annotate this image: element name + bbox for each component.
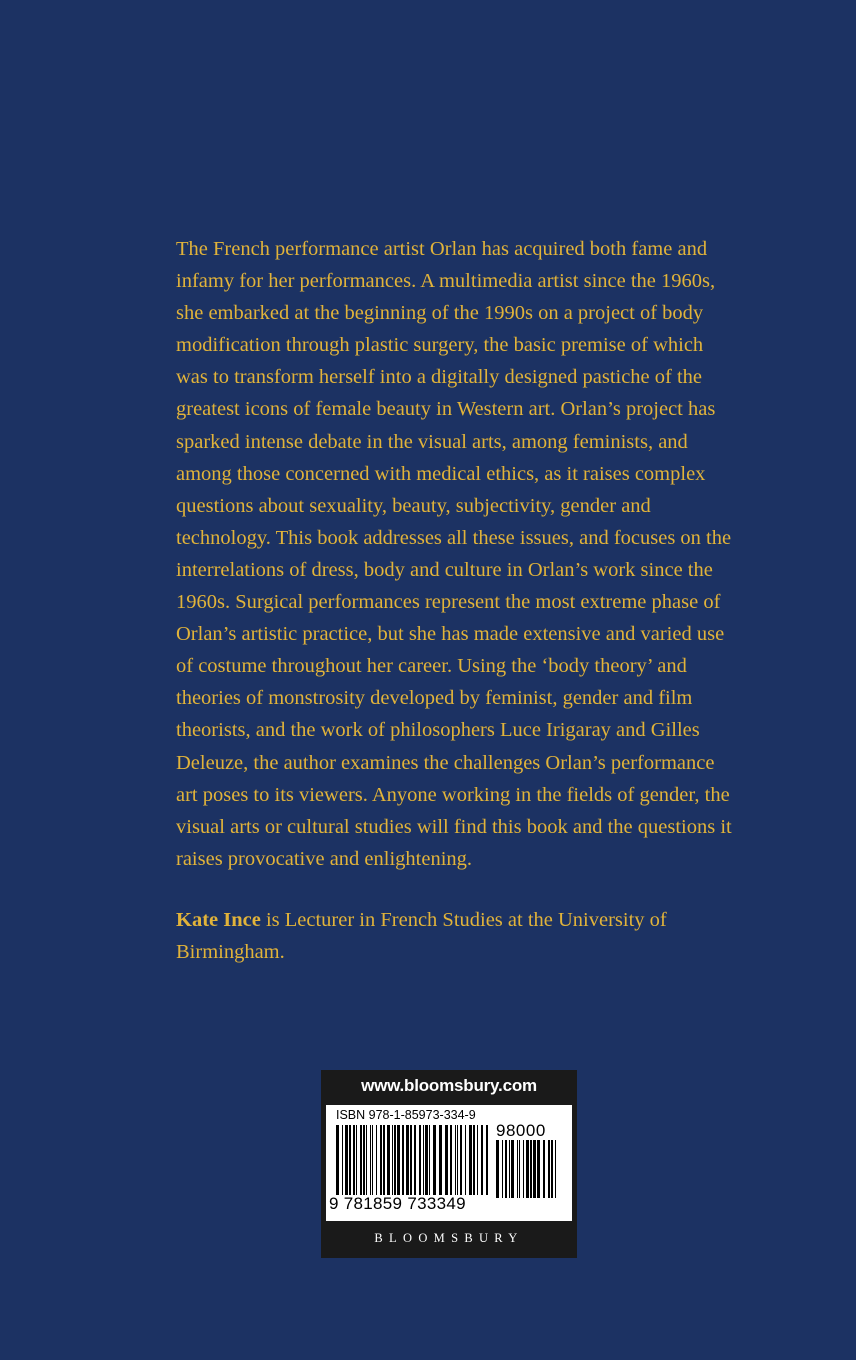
barcode-bar xyxy=(473,1125,475,1195)
ean-digits: 9 781859 733349 xyxy=(329,1194,466,1213)
barcode-bar xyxy=(543,1140,545,1198)
barcode-bar xyxy=(342,1125,343,1195)
price-addon-barcode xyxy=(496,1140,558,1198)
barcode-bar xyxy=(548,1140,550,1198)
barcode-bar xyxy=(376,1125,377,1195)
barcode-bar xyxy=(394,1125,396,1195)
barcode-bar xyxy=(496,1140,499,1198)
barcode-bar xyxy=(486,1125,488,1195)
barcode-bar xyxy=(465,1125,466,1195)
barcode-bar xyxy=(519,1140,520,1198)
isbn-barcode xyxy=(336,1125,488,1195)
barcode-bar xyxy=(511,1140,514,1198)
barcode-bar xyxy=(509,1140,510,1198)
barcode-bar xyxy=(429,1125,430,1195)
barcode-bar xyxy=(372,1125,373,1195)
barcode-bar xyxy=(380,1125,382,1195)
author-name: Kate Ince xyxy=(176,909,261,931)
barcode-bar xyxy=(455,1125,456,1195)
barcode-bar xyxy=(387,1125,390,1195)
barcode-bar xyxy=(397,1125,400,1195)
barcode-bar xyxy=(406,1125,409,1195)
barcode-bar xyxy=(555,1140,556,1198)
barcode-bar xyxy=(349,1125,351,1195)
publisher-name: BLOOMSBURY xyxy=(374,1231,524,1245)
author-bio xyxy=(176,904,736,968)
barcode-bar xyxy=(433,1125,436,1195)
barcode-bar xyxy=(370,1125,371,1195)
barcode-bar xyxy=(523,1140,524,1198)
barcode-bar xyxy=(414,1125,416,1195)
barcode-bar xyxy=(533,1140,536,1198)
barcode-bar xyxy=(551,1140,553,1198)
barcode-bar xyxy=(517,1140,518,1198)
barcode-bar xyxy=(410,1125,412,1195)
barcode-bar xyxy=(425,1125,428,1195)
isbn-label: ISBN 978-1-85973-334-9 xyxy=(336,1108,476,1122)
barcode-bar xyxy=(356,1125,357,1195)
price-addon-digits: 98000 xyxy=(496,1121,546,1140)
barcode-panel xyxy=(326,1105,572,1221)
barcode-bar xyxy=(481,1125,483,1195)
barcode-bar xyxy=(502,1140,503,1198)
barcode-box xyxy=(321,1070,577,1258)
barcode-bar xyxy=(477,1125,478,1195)
barcode-bar xyxy=(526,1140,529,1198)
barcode-bar xyxy=(439,1125,442,1195)
barcode-bar xyxy=(423,1125,424,1195)
barcode-bar xyxy=(537,1140,540,1198)
barcode-bar xyxy=(363,1125,365,1195)
barcode-bar xyxy=(366,1125,367,1195)
publisher-url: www.bloomsbury.com xyxy=(361,1076,537,1095)
barcode-bar xyxy=(460,1125,462,1195)
barcode-bar xyxy=(383,1125,385,1195)
barcode-bar xyxy=(360,1125,362,1195)
barcode-bar xyxy=(457,1125,458,1195)
barcode-bar xyxy=(336,1125,339,1195)
barcode-bar xyxy=(392,1125,393,1195)
barcode-bar xyxy=(445,1125,448,1195)
barcode-bar xyxy=(530,1140,532,1198)
barcode-bar xyxy=(450,1125,452,1195)
barcode-bar xyxy=(345,1125,348,1195)
barcode-bar xyxy=(353,1125,355,1195)
author-bio-text: is Lecturer in French Studies at the University of Birmingham. xyxy=(176,909,667,964)
barcode-bar xyxy=(469,1125,472,1195)
barcode-bar xyxy=(505,1140,507,1198)
barcode-bar xyxy=(419,1125,421,1195)
book-blurb: The French performance artist Orlan has acquired both fame and infamy for her performances. A multimedia artist since the 1960s, she embarked at the beginning of the 1990s on a project of body modification through plastic surgery, the basic premise of which was to transform herself into a digitally designed pastiche of the greatest icons of female beauty in Western art. Orlan’s project has sparked intense debate in the visual arts, among feminists, and among those concerned with medical ethics, as it raises complex questions about sexuality, beauty, subjectivity, gender and technology. This book addresses all these issues, and focuses on the interrelations of dress, body and culture in Orlan’s work since the 1960s. Surgical performances represent the most extreme phase of Orlan’s artistic practice, but she has made extensive and varied use of costume throughout her career. Using the ‘body theory’ and theories of monstrosity developed by feminist, gender and film theorists, and the work of philosophers Luce Irigaray and Gilles Deleuze, the author examines the challenges Orlan’s performance art poses to its viewers. Anyone working in the fields of gender, the visual arts or cultural studies will find this book and the questions it raises provocative and enlightening. xyxy=(176,238,732,870)
barcode-bar xyxy=(402,1125,404,1195)
